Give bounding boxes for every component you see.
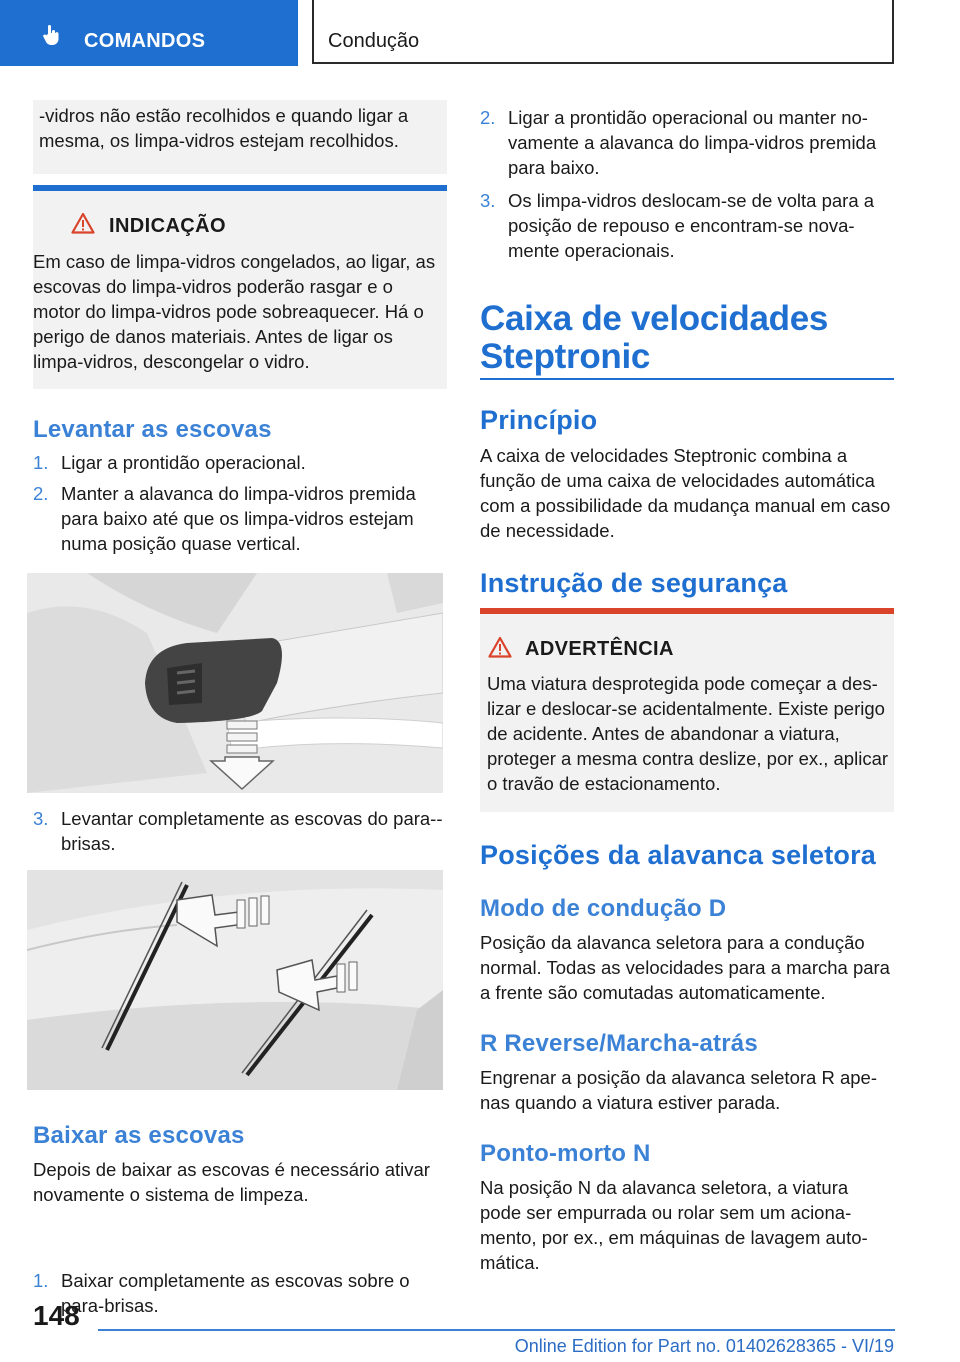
step-text: Manter a alavanca do limpa-vidros premida para baixo até que os limpa-vidros estejam numa posição quase vertical. <box>61 483 416 554</box>
step-number: 1. <box>33 452 49 473</box>
drive-mode-heading: Modo de condução D <box>480 895 727 922</box>
warning-body: Uma viatura desprotegida pode começar a deslizar e deslocar-se acidentalmente. Existe perigo de acidente. Antes de abandonar a viatura, proteger a mesma contra deslize, por ex., aplicar o travão de estacionamento. <box>487 673 889 794</box>
safety-heading: Instrução de segurança <box>480 568 788 598</box>
step-text: Ligar a prontidão operacional. <box>61 452 306 473</box>
list-item <box>33 481 447 556</box>
warning-title: ADVERTÊNCIA <box>525 638 674 660</box>
list-item <box>33 806 447 856</box>
step-text: Ligar a prontidão operacional ou manter novamente a alavanca do limpa-vidros premida para baixo. <box>508 107 877 178</box>
page-number: 148 <box>33 1300 80 1331</box>
warning-triangle-icon <box>488 636 512 658</box>
step-number: 2. <box>33 483 49 504</box>
note-body: Em caso de limpa-vidros congelados, ao ligar, as escovas do limpa-vidros poderão rasgar e o motor do limpa-vidros pode sobreaquecer. Há o perigo de danos materiais. Antes de ligar os limpa-vidros, descongelar o vidro. <box>33 251 436 372</box>
section-tab-label: COMANDOS <box>84 30 206 52</box>
step-number: 2. <box>480 107 496 128</box>
step-text: Levantar completamente as escovas do para-brisas. <box>61 808 443 854</box>
step-number: 3. <box>480 190 496 211</box>
positions-heading: Posições da alavanca seletora <box>480 840 877 870</box>
lower-wipers-heading: Baixar as escovas <box>33 1122 245 1149</box>
title-rule <box>480 378 894 380</box>
hand-pointer-icon <box>40 23 64 47</box>
warning-box <box>480 614 894 812</box>
principle-heading: Princípio <box>480 405 598 435</box>
lower-wipers-intro: Depois de baixar as escovas é necessário ativar novamente o sistema de limpeza. <box>33 1159 430 1205</box>
footer-rule <box>98 1329 895 1331</box>
raised-wipers-drawing <box>27 870 443 1090</box>
chapter-section-title: Caixa de velocidades Steptronic <box>480 299 829 376</box>
list-item <box>480 188 894 263</box>
warning-triangle-icon <box>71 212 95 234</box>
step-text: Os limpa-vidros deslocam-se de volta para a posição de repouso e encontram-se novamente operacionais. <box>508 190 875 261</box>
raised-wipers-illustration <box>27 870 443 1090</box>
chapter-header <box>312 0 894 64</box>
neutral-body: Na posição N da alavanca seletora, a viatura pode ser empurrada ou rolar sem um acionamento, por ex., em máquinas de lavagem automática. <box>480 1177 868 1273</box>
list-item <box>480 105 894 180</box>
step-text: Baixar completamente as escovas sobre o para-brisas. <box>61 1270 410 1316</box>
principle-body: A caixa de velocidades Steptronic combina a função de uma caixa de velocidades automática com a possibilidade da mudança manual em caso de necessidade. <box>480 445 891 541</box>
list-item <box>33 450 447 475</box>
reverse-body: Engrenar a posição da alavanca seletora R apenas quando a viatura estiver parada. <box>480 1067 877 1113</box>
raise-steps-list <box>33 450 447 556</box>
chapter-title: Condução <box>328 30 420 52</box>
step-number: 3. <box>33 808 49 829</box>
continued-steps-list <box>480 105 894 263</box>
raise-wipers-heading: Levantar as escovas <box>33 416 272 443</box>
neutral-heading: Ponto-morto N <box>480 1140 651 1167</box>
wiper-lever-illustration <box>27 573 443 793</box>
wiper-lever-drawing <box>27 573 443 793</box>
note-box <box>33 191 447 389</box>
reverse-heading: R Reverse/Marcha-atrás <box>480 1030 758 1057</box>
drive-mode-body: Posição da alavanca seletora para a condução normal. Todas as velocidades para a marcha para a frente são comutadas automaticamente. <box>480 932 890 1003</box>
section-tab[interactable] <box>0 0 298 66</box>
continuation-text: -vidros não estão recolhidos e quando ligar a mesma, os limpa-vidros estejam recolhidos. <box>33 100 447 174</box>
list-item <box>33 1268 447 1318</box>
edition-footer: Online Edition for Part no. 01402628365 - VI/19 <box>514 1336 894 1356</box>
step-number: 1. <box>33 1270 49 1291</box>
note-title: INDICAÇÃO <box>109 215 226 237</box>
